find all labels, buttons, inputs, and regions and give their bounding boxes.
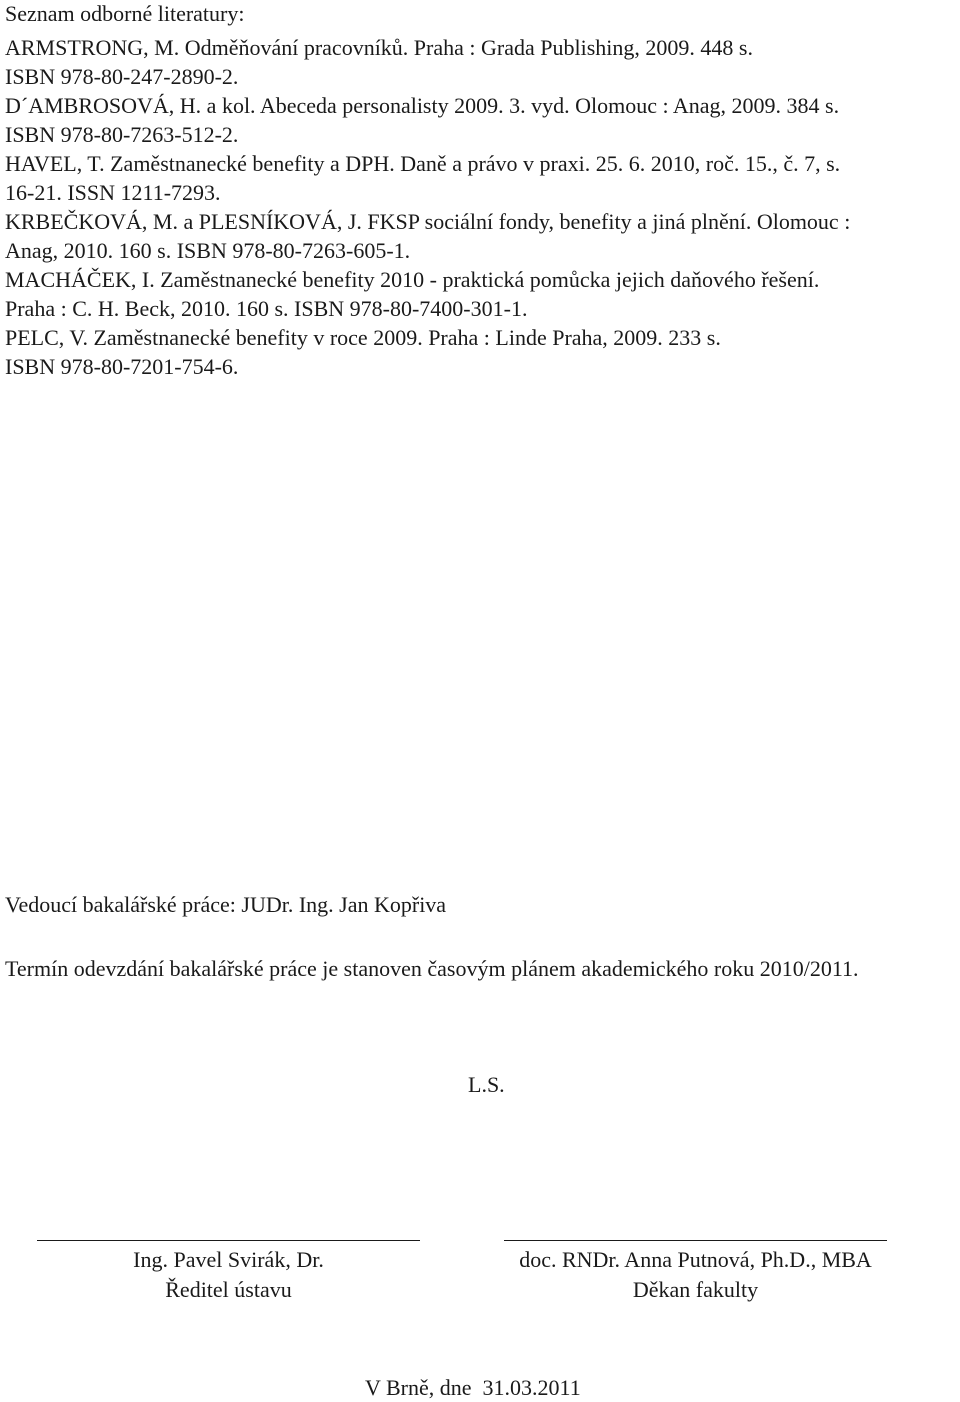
reference-item (5, 149, 955, 207)
reference-item (5, 91, 955, 149)
signatory-name: doc. RNDr. Anna Putnová, Ph.D., MBA (519, 1247, 872, 1272)
signatory-role: Ředitel ústavu (165, 1277, 292, 1302)
reference-line: ARMSTRONG, M. Odměňování pracovníků. Praha : Grada Publishing, 2009. 448 s. (5, 35, 753, 60)
reference-item (5, 207, 955, 265)
submission-deadline: Termín odevzdání bakalářské práce je stanoven časovým plánem akademického roku 2010/2011. (5, 956, 859, 981)
reference-line: Praha : C. H. Beck, 2010. 160 s. ISBN 978-80-7400-301-1. (5, 296, 528, 321)
reference-line: 16-21. ISSN 1211-7293. (5, 180, 221, 205)
signature-block-dean (504, 1245, 887, 1305)
thesis-supervisor: Vedoucí bakalářské práce: JUDr. Ing. Jan Kopřiva (5, 892, 447, 917)
reference-item (5, 265, 955, 323)
reference-line: D´AMBROSOVÁ, H. a kol. Abeceda personalisty 2009. 3. vyd. Olomouc : Anag, 2009. 384 s. (5, 93, 840, 118)
reference-item (5, 323, 955, 381)
reference-line: ISBN 978-80-247-2890-2. (5, 64, 239, 89)
place-and-date: V Brně, dne 31.03.2011 (365, 1375, 581, 1400)
signature-block-director (37, 1245, 420, 1305)
reference-list (5, 33, 955, 381)
reference-line: ISBN 978-80-7201-754-6. (5, 354, 239, 379)
seal-placeholder: L.S. (468, 1072, 505, 1097)
signature-line-left (37, 1240, 420, 1241)
reference-item (5, 33, 955, 91)
reference-line: PELC, V. Zaměstnanecké benefity v roce 2009. Praha : Linde Praha, 2009. 233 s. (5, 325, 721, 350)
signature-line-right (504, 1240, 887, 1241)
reference-line: HAVEL, T. Zaměstnanecké benefity a DPH. Daně a právo v praxi. 25. 6. 2010, roč. 15., č. 7, s. (5, 151, 841, 176)
reference-line: ISBN 978-80-7263-512-2. (5, 122, 239, 147)
signatory-name: Ing. Pavel Svirák, Dr. (133, 1247, 324, 1272)
reference-line: MACHÁČEK, I. Zaměstnanecké benefity 2010 - praktická pomůcka jejich daňového řešení. (5, 267, 820, 292)
signatory-role: Děkan fakulty (632, 1277, 759, 1302)
bibliography-heading: Seznam odborné literatury: (5, 1, 245, 26)
reference-line: Anag, 2010. 160 s. ISBN 978-80-7263-605-1. (5, 238, 411, 263)
reference-line: KRBEČKOVÁ, M. a PLESNÍKOVÁ, J. FKSP sociální fondy, benefity a jiná plnění. Olomouc : (5, 209, 851, 234)
